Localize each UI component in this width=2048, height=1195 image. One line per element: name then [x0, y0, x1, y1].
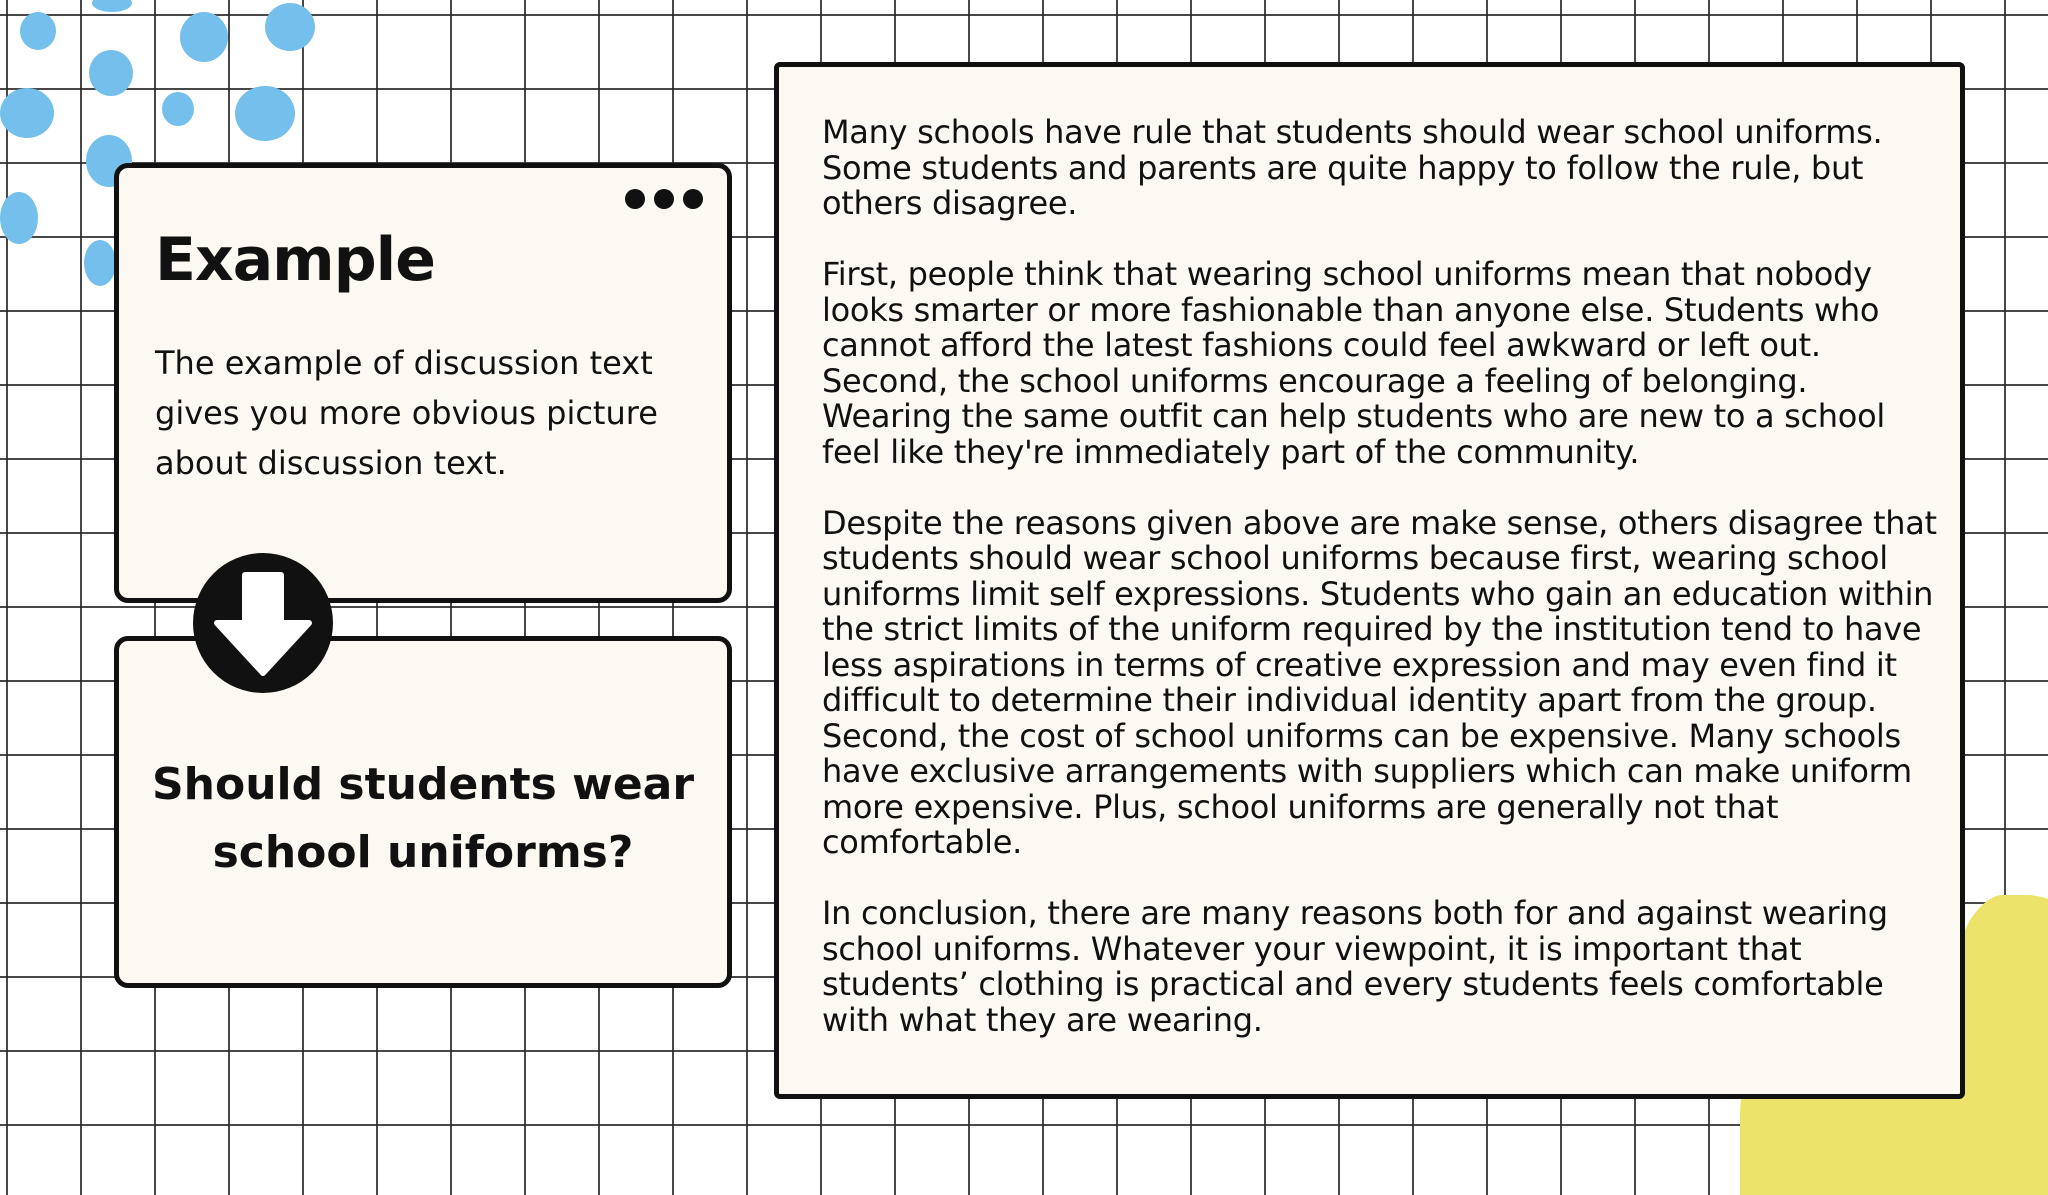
paragraph-arguments-against: Despite the reasons given above are make sense, others disagree that students should wear school uniforms because first, wearing school uniforms limit self expressions. Students who gain an education within the strict limits of the uniform required by the institution tend to have less aspirations in terms of creative expression and may even find it difficult to determine their individual identity apart from the group. Second, the cost of school uniforms can be expensive. Many schools have exclusive arrangements with suppliers which can make uniform more expensive. Plus, school uniforms are generally not that comfortable.: [822, 503, 1937, 861]
example-card: [114, 163, 732, 603]
discussion-text-card: [774, 62, 1965, 1099]
paragraph-conclusion: In conclusion, there are many reasons both for and against wearing school uniforms. Whatever your viewpoint, it is important that students’ clothing is practical and every students feels comfortable with what they are wearing.: [822, 894, 1888, 1039]
question-heading: Should students wear school uniforms?: [151, 759, 695, 878]
example-title: Example: [155, 225, 435, 295]
three-dots-icon[interactable]: [625, 189, 703, 209]
paragraph-arguments-for: First, people think that wearing school uniforms mean that nobody looks smarter or more fashionable than anyone else. Students who cannot afford the latest fashions could feel awkward or left out. Second, the school uniforms encourage a feeling of belonging. Wearing the same outfit can help students who are new to a school feel like they're immediately part of the community.: [822, 255, 1885, 471]
discussion-text-body: [822, 115, 1942, 1074]
arrow-down-icon: [193, 553, 333, 693]
example-description: The example of discussion text gives you more obvious picture about discussion text.: [155, 344, 658, 482]
paragraph-introduction: Many schools have rule that students should wear school uniforms. Some students and parents are quite happy to follow the rule, but others disagree.: [822, 113, 1883, 222]
